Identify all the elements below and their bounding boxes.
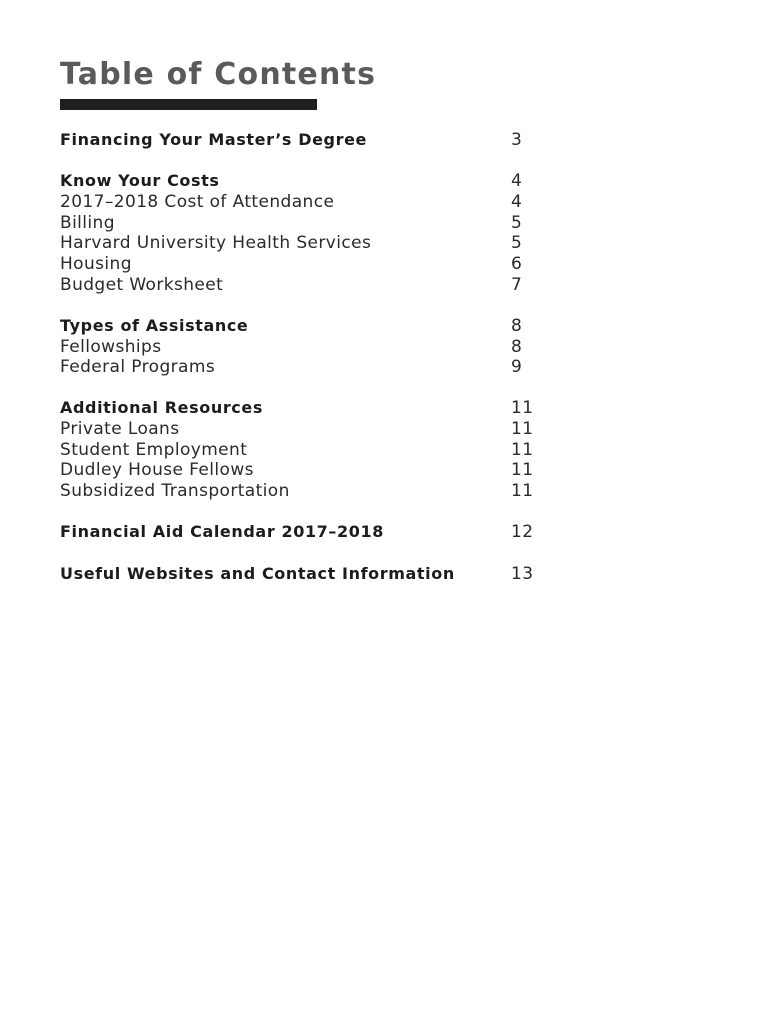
toc-entry-page: 5 — [511, 233, 523, 254]
toc-entry-label: Federal Programs — [60, 357, 216, 378]
toc-section-heading — [60, 522, 540, 543]
toc-section-heading — [60, 564, 540, 585]
toc-entry-page: 11 — [511, 481, 534, 502]
toc-entry — [60, 460, 540, 481]
toc-section — [60, 522, 540, 543]
toc-entry-page: 4 — [511, 191, 523, 212]
toc-entry — [60, 440, 540, 461]
toc-entry — [60, 213, 540, 234]
toc-heading-page: 8 — [511, 315, 523, 336]
toc-entry-label: Housing — [60, 253, 132, 274]
toc-entry-page: 6 — [511, 253, 523, 274]
toc-entry-label: Private Loans — [60, 419, 180, 440]
toc-entry — [60, 192, 540, 213]
toc-section — [60, 171, 540, 295]
toc-entry-label: Student Employment — [60, 439, 248, 460]
toc-entry-page: 5 — [511, 212, 523, 233]
toc-section-heading — [60, 171, 540, 192]
toc-entry — [60, 233, 540, 254]
toc-entry — [60, 481, 540, 502]
toc-section-heading — [60, 316, 540, 337]
toc-entry-label: Subsidized Transportation — [60, 481, 290, 502]
toc-entry-page: 11 — [511, 439, 534, 460]
toc-entry — [60, 254, 540, 275]
toc-entry — [60, 419, 540, 440]
toc-list — [60, 130, 540, 605]
toc-heading-label: Additional Resources — [60, 398, 263, 418]
toc-entry — [60, 337, 540, 358]
toc-entry — [60, 275, 540, 296]
toc-entry-label: Fellowships — [60, 336, 162, 357]
toc-heading-label: Financial Aid Calendar 2017–2018 — [60, 522, 384, 542]
toc-heading-page: 12 — [511, 522, 534, 543]
toc-section-heading — [60, 130, 540, 151]
toc-heading-label: Types of Assistance — [60, 315, 249, 335]
toc-entry-page: 11 — [511, 419, 534, 440]
toc-entry-label: Billing — [60, 212, 115, 233]
toc-entry-page: 8 — [511, 336, 523, 357]
toc-heading-label: Financing Your Master’s Degree — [60, 130, 367, 149]
toc-heading-page: 13 — [511, 563, 534, 584]
toc-entry-page: 11 — [511, 460, 534, 481]
toc-heading-page: 3 — [511, 130, 523, 150]
toc-heading-label: Useful Websites and Contact Information — [60, 563, 455, 583]
toc-entry — [60, 357, 540, 378]
toc-section — [60, 130, 540, 151]
toc-entry-label: Harvard University Health Services — [60, 233, 372, 254]
toc-heading-page: 11 — [511, 398, 534, 419]
toc-section — [60, 564, 540, 585]
toc-heading-label: Know Your Costs — [60, 171, 220, 191]
toc-entry-page: 7 — [511, 274, 523, 295]
page-title: Table of Contents — [60, 57, 377, 92]
title-underline-rule — [60, 99, 317, 110]
toc-entry-label: Budget Worksheet — [60, 274, 224, 295]
toc-section — [60, 316, 540, 378]
toc-heading-page: 4 — [511, 171, 523, 192]
toc-section — [60, 398, 540, 501]
toc-section-heading — [60, 398, 540, 419]
toc-entry-label: Dudley House Fellows — [60, 460, 254, 481]
toc-entry-page: 9 — [511, 357, 523, 378]
toc-entry-label: 2017–2018 Cost of Attendance — [60, 191, 335, 212]
